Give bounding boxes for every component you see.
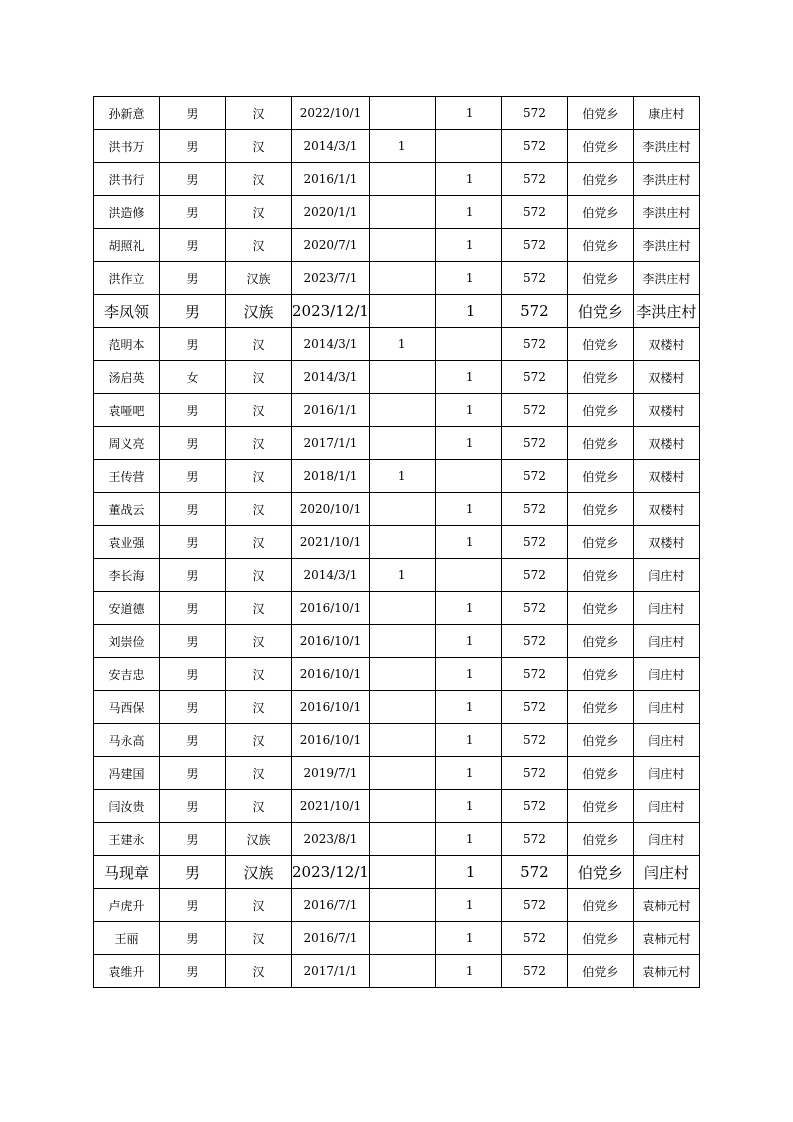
village-cell: 李洪庄村: [633, 295, 699, 328]
count-b-cell: 1: [435, 691, 501, 724]
code-cell: 572: [501, 889, 567, 922]
gender-cell: 男: [160, 196, 226, 229]
count-b-cell: 1: [435, 823, 501, 856]
count-a-cell: [369, 361, 435, 394]
name-cell: 袁业强: [94, 526, 160, 559]
name-cell: 马永高: [94, 724, 160, 757]
table-row: [94, 130, 700, 163]
ethnicity-cell: 汉族: [226, 856, 292, 889]
count-b-cell: 1: [435, 196, 501, 229]
count-a-cell: [369, 922, 435, 955]
count-b-cell: 1: [435, 955, 501, 988]
table-row: [94, 262, 700, 295]
table-row: [94, 295, 700, 328]
name-cell: 卢虎升: [94, 889, 160, 922]
code-cell: 572: [501, 262, 567, 295]
table-row: [94, 625, 700, 658]
gender-cell: 男: [160, 262, 226, 295]
name-cell: 范明本: [94, 328, 160, 361]
table-row: [94, 922, 700, 955]
name-cell: 冯建国: [94, 757, 160, 790]
village-cell: 闫庄村: [633, 856, 699, 889]
code-cell: 572: [501, 394, 567, 427]
township-cell: 伯党乡: [567, 856, 633, 889]
name-cell: 王传营: [94, 460, 160, 493]
township-cell: 伯党乡: [567, 691, 633, 724]
table-row: [94, 328, 700, 361]
township-cell: 伯党乡: [567, 889, 633, 922]
name-cell: 董战云: [94, 493, 160, 526]
date-cell: 2016/10/1: [292, 658, 370, 691]
count-a-cell: [369, 724, 435, 757]
date-cell: 2022/10/1: [292, 97, 370, 130]
count-a-cell: [369, 889, 435, 922]
table-row: [94, 790, 700, 823]
count-a-cell: [369, 97, 435, 130]
table-row: [94, 724, 700, 757]
count-a-cell: [369, 427, 435, 460]
township-cell: 伯党乡: [567, 625, 633, 658]
code-cell: 572: [501, 130, 567, 163]
code-cell: 572: [501, 328, 567, 361]
township-cell: 伯党乡: [567, 163, 633, 196]
gender-cell: 女: [160, 361, 226, 394]
village-cell: 袁柿元村: [633, 889, 699, 922]
count-b-cell: 1: [435, 922, 501, 955]
table-row: [94, 229, 700, 262]
date-cell: 2018/1/1: [292, 460, 370, 493]
ethnicity-cell: 汉: [226, 328, 292, 361]
ethnicity-cell: 汉: [226, 427, 292, 460]
township-cell: 伯党乡: [567, 724, 633, 757]
code-cell: 572: [501, 559, 567, 592]
count-b-cell: 1: [435, 889, 501, 922]
village-cell: 双楼村: [633, 361, 699, 394]
table-row: [94, 526, 700, 559]
name-cell: 周义亮: [94, 427, 160, 460]
table-row: [94, 757, 700, 790]
code-cell: 572: [501, 790, 567, 823]
count-b-cell: 1: [435, 757, 501, 790]
ethnicity-cell: 汉: [226, 658, 292, 691]
gender-cell: 男: [160, 691, 226, 724]
ethnicity-cell: 汉: [226, 493, 292, 526]
gender-cell: 男: [160, 856, 226, 889]
code-cell: 572: [501, 526, 567, 559]
name-cell: 安吉忠: [94, 658, 160, 691]
village-cell: 康庄村: [633, 97, 699, 130]
table-row: [94, 691, 700, 724]
date-cell: 2016/7/1: [292, 889, 370, 922]
ethnicity-cell: 汉族: [226, 295, 292, 328]
ethnicity-cell: 汉: [226, 97, 292, 130]
count-a-cell: [369, 691, 435, 724]
village-cell: 双楼村: [633, 493, 699, 526]
code-cell: 572: [501, 922, 567, 955]
code-cell: 572: [501, 724, 567, 757]
gender-cell: 男: [160, 460, 226, 493]
count-a-cell: 1: [369, 460, 435, 493]
date-cell: 2016/10/1: [292, 724, 370, 757]
name-cell: 孙新意: [94, 97, 160, 130]
township-cell: 伯党乡: [567, 526, 633, 559]
gender-cell: 男: [160, 757, 226, 790]
ethnicity-cell: 汉: [226, 526, 292, 559]
code-cell: 572: [501, 757, 567, 790]
records-table: [93, 96, 700, 988]
name-cell: 刘崇俭: [94, 625, 160, 658]
code-cell: 572: [501, 658, 567, 691]
code-cell: 572: [501, 691, 567, 724]
code-cell: 572: [501, 823, 567, 856]
table-row: [94, 955, 700, 988]
village-cell: 双楼村: [633, 328, 699, 361]
ethnicity-cell: 汉: [226, 394, 292, 427]
name-cell: 李凤领: [94, 295, 160, 328]
table-row: [94, 394, 700, 427]
table-row: [94, 493, 700, 526]
gender-cell: 男: [160, 889, 226, 922]
date-cell: 2017/1/1: [292, 955, 370, 988]
ethnicity-cell: 汉: [226, 196, 292, 229]
date-cell: 2016/1/1: [292, 394, 370, 427]
code-cell: 572: [501, 361, 567, 394]
code-cell: 572: [501, 955, 567, 988]
table-row: [94, 592, 700, 625]
township-cell: 伯党乡: [567, 130, 633, 163]
count-a-cell: 1: [369, 559, 435, 592]
village-cell: 闫庄村: [633, 592, 699, 625]
gender-cell: 男: [160, 229, 226, 262]
township-cell: 伯党乡: [567, 559, 633, 592]
village-cell: 李洪庄村: [633, 262, 699, 295]
count-b-cell: 1: [435, 526, 501, 559]
table-row: [94, 856, 700, 889]
village-cell: 闫庄村: [633, 757, 699, 790]
name-cell: 袁维升: [94, 955, 160, 988]
ethnicity-cell: 汉: [226, 460, 292, 493]
date-cell: 2023/12/1: [292, 295, 370, 328]
date-cell: 2023/7/1: [292, 262, 370, 295]
count-a-cell: [369, 526, 435, 559]
gender-cell: 男: [160, 394, 226, 427]
name-cell: 马西保: [94, 691, 160, 724]
count-b-cell: 1: [435, 163, 501, 196]
count-a-cell: [369, 295, 435, 328]
gender-cell: 男: [160, 823, 226, 856]
count-a-cell: [369, 592, 435, 625]
village-cell: 闫庄村: [633, 790, 699, 823]
code-cell: 572: [501, 97, 567, 130]
table-row: [94, 427, 700, 460]
count-b-cell: 1: [435, 361, 501, 394]
name-cell: 洪造修: [94, 196, 160, 229]
count-a-cell: [369, 394, 435, 427]
count-b-cell: [435, 130, 501, 163]
count-b-cell: 1: [435, 295, 501, 328]
code-cell: 572: [501, 229, 567, 262]
township-cell: 伯党乡: [567, 394, 633, 427]
count-b-cell: [435, 460, 501, 493]
gender-cell: 男: [160, 559, 226, 592]
township-cell: 伯党乡: [567, 592, 633, 625]
table-row: [94, 823, 700, 856]
name-cell: 洪书万: [94, 130, 160, 163]
date-cell: 2021/10/1: [292, 790, 370, 823]
gender-cell: 男: [160, 130, 226, 163]
name-cell: 洪作立: [94, 262, 160, 295]
table-row: [94, 658, 700, 691]
name-cell: 闫汝贵: [94, 790, 160, 823]
gender-cell: 男: [160, 427, 226, 460]
date-cell: 2014/3/1: [292, 328, 370, 361]
name-cell: 王丽: [94, 922, 160, 955]
township-cell: 伯党乡: [567, 493, 633, 526]
name-cell: 洪书行: [94, 163, 160, 196]
ethnicity-cell: 汉: [226, 691, 292, 724]
ethnicity-cell: 汉: [226, 889, 292, 922]
count-a-cell: [369, 955, 435, 988]
count-b-cell: 1: [435, 97, 501, 130]
village-cell: 李洪庄村: [633, 163, 699, 196]
count-a-cell: [369, 163, 435, 196]
ethnicity-cell: 汉: [226, 163, 292, 196]
date-cell: 2023/12/1: [292, 856, 370, 889]
village-cell: 李洪庄村: [633, 130, 699, 163]
gender-cell: 男: [160, 922, 226, 955]
ethnicity-cell: 汉: [226, 790, 292, 823]
code-cell: 572: [501, 196, 567, 229]
township-cell: 伯党乡: [567, 262, 633, 295]
table-row: [94, 97, 700, 130]
name-cell: 安道德: [94, 592, 160, 625]
date-cell: 2014/3/1: [292, 130, 370, 163]
code-cell: 572: [501, 295, 567, 328]
gender-cell: 男: [160, 328, 226, 361]
township-cell: 伯党乡: [567, 922, 633, 955]
village-cell: 闫庄村: [633, 724, 699, 757]
count-a-cell: 1: [369, 328, 435, 361]
date-cell: 2014/3/1: [292, 559, 370, 592]
date-cell: 2020/7/1: [292, 229, 370, 262]
code-cell: 572: [501, 592, 567, 625]
table-row: [94, 889, 700, 922]
table-row: [94, 196, 700, 229]
date-cell: 2016/1/1: [292, 163, 370, 196]
gender-cell: 男: [160, 526, 226, 559]
count-b-cell: 1: [435, 394, 501, 427]
date-cell: 2019/7/1: [292, 757, 370, 790]
table-row: [94, 163, 700, 196]
gender-cell: 男: [160, 163, 226, 196]
ethnicity-cell: 汉: [226, 361, 292, 394]
gender-cell: 男: [160, 295, 226, 328]
date-cell: 2016/10/1: [292, 691, 370, 724]
township-cell: 伯党乡: [567, 658, 633, 691]
ethnicity-cell: 汉族: [226, 823, 292, 856]
ethnicity-cell: 汉: [226, 592, 292, 625]
date-cell: 2016/7/1: [292, 922, 370, 955]
village-cell: 闫庄村: [633, 658, 699, 691]
code-cell: 572: [501, 427, 567, 460]
name-cell: 袁哑吧: [94, 394, 160, 427]
village-cell: 闫庄村: [633, 559, 699, 592]
count-b-cell: 1: [435, 790, 501, 823]
name-cell: 汤启英: [94, 361, 160, 394]
village-cell: 双楼村: [633, 394, 699, 427]
township-cell: 伯党乡: [567, 790, 633, 823]
date-cell: 2021/10/1: [292, 526, 370, 559]
date-cell: 2017/1/1: [292, 427, 370, 460]
date-cell: 2016/10/1: [292, 592, 370, 625]
count-a-cell: [369, 856, 435, 889]
village-cell: 双楼村: [633, 460, 699, 493]
table-row: [94, 460, 700, 493]
count-a-cell: [369, 196, 435, 229]
village-cell: 闫庄村: [633, 823, 699, 856]
code-cell: 572: [501, 493, 567, 526]
village-cell: 李洪庄村: [633, 229, 699, 262]
ethnicity-cell: 汉: [226, 922, 292, 955]
date-cell: 2023/8/1: [292, 823, 370, 856]
township-cell: 伯党乡: [567, 295, 633, 328]
date-cell: 2020/10/1: [292, 493, 370, 526]
ethnicity-cell: 汉: [226, 229, 292, 262]
count-b-cell: 1: [435, 427, 501, 460]
gender-cell: 男: [160, 658, 226, 691]
village-cell: 袁柿元村: [633, 955, 699, 988]
ethnicity-cell: 汉: [226, 955, 292, 988]
count-b-cell: 1: [435, 724, 501, 757]
count-a-cell: [369, 625, 435, 658]
township-cell: 伯党乡: [567, 196, 633, 229]
village-cell: 闫庄村: [633, 691, 699, 724]
code-cell: 572: [501, 460, 567, 493]
ethnicity-cell: 汉: [226, 757, 292, 790]
count-b-cell: 1: [435, 856, 501, 889]
ethnicity-cell: 汉: [226, 724, 292, 757]
gender-cell: 男: [160, 592, 226, 625]
township-cell: 伯党乡: [567, 823, 633, 856]
ethnicity-cell: 汉: [226, 625, 292, 658]
village-cell: 李洪庄村: [633, 196, 699, 229]
date-cell: 2014/3/1: [292, 361, 370, 394]
township-cell: 伯党乡: [567, 328, 633, 361]
gender-cell: 男: [160, 493, 226, 526]
village-cell: 双楼村: [633, 526, 699, 559]
count-b-cell: 1: [435, 229, 501, 262]
township-cell: 伯党乡: [567, 955, 633, 988]
gender-cell: 男: [160, 790, 226, 823]
count-b-cell: 1: [435, 625, 501, 658]
name-cell: 王建永: [94, 823, 160, 856]
count-a-cell: [369, 823, 435, 856]
count-b-cell: [435, 328, 501, 361]
code-cell: 572: [501, 163, 567, 196]
gender-cell: 男: [160, 955, 226, 988]
name-cell: 马现章: [94, 856, 160, 889]
township-cell: 伯党乡: [567, 97, 633, 130]
count-a-cell: [369, 229, 435, 262]
township-cell: 伯党乡: [567, 757, 633, 790]
township-cell: 伯党乡: [567, 460, 633, 493]
village-cell: 闫庄村: [633, 625, 699, 658]
count-a-cell: [369, 493, 435, 526]
township-cell: 伯党乡: [567, 427, 633, 460]
count-a-cell: [369, 658, 435, 691]
ethnicity-cell: 汉: [226, 130, 292, 163]
code-cell: 572: [501, 856, 567, 889]
name-cell: 李长海: [94, 559, 160, 592]
code-cell: 572: [501, 625, 567, 658]
count-b-cell: [435, 559, 501, 592]
date-cell: 2016/10/1: [292, 625, 370, 658]
name-cell: 胡照礼: [94, 229, 160, 262]
gender-cell: 男: [160, 97, 226, 130]
table-row: [94, 559, 700, 592]
count-a-cell: [369, 262, 435, 295]
township-cell: 伯党乡: [567, 361, 633, 394]
table-row: [94, 361, 700, 394]
gender-cell: 男: [160, 724, 226, 757]
village-cell: 双楼村: [633, 427, 699, 460]
count-b-cell: 1: [435, 592, 501, 625]
ethnicity-cell: 汉: [226, 559, 292, 592]
village-cell: 袁柿元村: [633, 922, 699, 955]
ethnicity-cell: 汉族: [226, 262, 292, 295]
township-cell: 伯党乡: [567, 229, 633, 262]
count-b-cell: 1: [435, 493, 501, 526]
count-a-cell: [369, 790, 435, 823]
count-b-cell: 1: [435, 262, 501, 295]
count-a-cell: [369, 757, 435, 790]
count-a-cell: 1: [369, 130, 435, 163]
gender-cell: 男: [160, 625, 226, 658]
count-b-cell: 1: [435, 658, 501, 691]
date-cell: 2020/1/1: [292, 196, 370, 229]
